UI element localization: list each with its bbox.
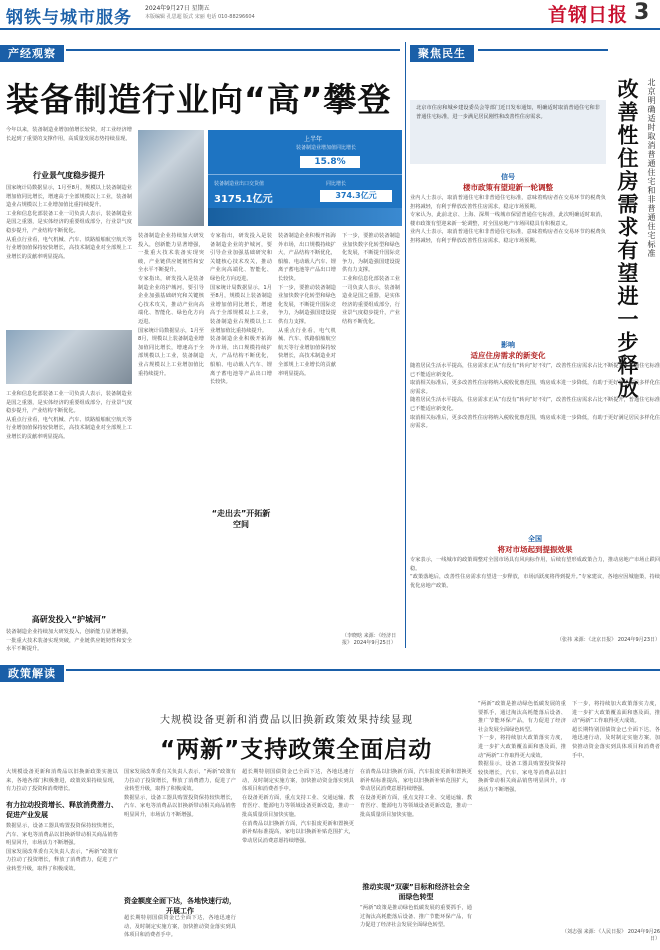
subhead-rnd: 高研发投入“护城河” [31, 615, 107, 624]
article-lead: 今年以来，装备制造业增加值增长较快，对工业经济增长起到了重要的支撑作用，高质量发展态势持续显现。 [6, 127, 132, 142]
factory-photo [6, 330, 132, 384]
column-tag-rule [66, 49, 400, 51]
article-para: 装备制造企业积极开拓海外市场，出口规模持续扩大，产品结构不断优化，船舶、电动载人汽车、锂离子蓄电池等产品出口增长较快。 下一步，要推动装备制造业加快数字化转型和绿色化发展，不断提升国际竞争力，为制造强国建设提供有力支撑。 从重点行业看，电气机械、汽车、铁路船舶航空航天等行业增加值保持较快增长，高技术制造业对全部规上工业增长的贡献率明显提高。 [278, 233, 336, 377]
column-divider [405, 42, 406, 648]
column-tag-policy [0, 662, 64, 681]
byline: （刘志强 来源：《人民日报》 2024年9月26日） [562, 929, 660, 942]
column-tag-rule [478, 49, 608, 51]
vertical-subhead: 北京明确适时取消普通住宅和非普通住宅标准 [647, 78, 656, 258]
infographic-caption: 同比增长 [326, 181, 347, 187]
masthead [0, 0, 660, 26]
article-para: 国家统计局数据显示，1月至8月，规模以上装备制造业增加值同比增长，增速高于全部规模以上工业，装备制造业占规模以上工业增加值比重持续提升。 工业和信息化部装备工业一司负责人表示，装备制造业是国之重器，是实体经济的重要组成部分，行业景气度稳步提升，产业结构不断优化。 从重点行业看，电气机械、汽车、铁路船舶航空航天等行业增加值保持较快增长，高技术制造业对全部规上工业增长的贡献率明显提高。 [6, 185, 132, 260]
article-para: 业内人士表示，取消普通住宅和非普通住宅标准，意味着购房者在交易环节的税费负担将减轻，有利于释放改善性住房需求，稳定市场预期。 专家认为，此前北京、上海、深圳一线城市保留普通住宅标准，此次明确适时取消，楼市政策有望迎来新一轮调整，对全国房地产市场回稳具有积极意义。 业内人士表示，取消普通住宅和非普通住宅标准，意味着购房者在交易环节的税费负担将减轻，有利于释放改善性住房需求，稳定市场预期。 [410, 195, 606, 244]
column-tag-label: 产经观察 [0, 45, 64, 62]
article-para: 超长期特别国债资金已全面下达，各地迅速行动，及时制定实施方案，加快推动资金落实到具体项目和消费者手中。 [124, 915, 236, 939]
machinery-photo [138, 130, 204, 226]
subhead-policy: 楼市政策有望迎新一轮调整 [463, 183, 553, 192]
article-para: 专家指出，研发投入是装备制造企业的护城河，要引导企业加强基础研究和关键核心技术攻关，推动产业向高端化、智能化、绿色化方向迈进。 国家统计局数据显示，1月至8月，规模以上装备制造业增加值同比增长，增速高于全部规模以上工业，装备制造业占规模以上工业增加值比重持续提升。 装备制造企业积极开拓海外市场，出口规模持续扩大，产品结构不断优化，船舶、电动载人汽车、锂离子蓄电池等产品出口增长较快。 [210, 233, 272, 386]
article-lead: 北京市住房和城乡建设委员会等部门近日发布通知，明确适时取消普通住宅和非普通住宅标准，进一步满足居民刚性和改善性住房需求。 [416, 105, 600, 120]
issue-date: 2024年9月27日 星期五 [145, 5, 210, 12]
column-tag-rule [66, 669, 660, 671]
article-para: 在消费品以旧换新方面，汽车报废更新和置换更新补贴标准提高，家电以旧换新补贴范围扩大，带动居民消费意愿持续增强。 在设备更新方面，重点支持工业、交通运输、教育医疗、能源电力等领域设备更新改造，推动一批高质量项目加快实施。 [360, 769, 472, 818]
article-para: 装备制造企业持续加大研发投入，创新能力显著增强，一批重大技术装备实现突破，产业链供应链韧性和安全水平不断提升。 [6, 629, 132, 653]
infographic-label: 上半年 [304, 136, 323, 143]
infographic-caption: 装备制造业出口交货值 [214, 181, 265, 187]
paper-logo: 首钢日报 [548, 4, 629, 26]
article-para: 超长期特别国债资金已全面下达，各地迅速行动，及时制定实施方案，加快推动资金落实到具体项目和消费者手中。 在设备更新方面，重点支持工业、交通运输、教育医疗、能源电力等领域设备更新改造，推动一批高质量项目加快实施。 在消费品以旧换新方面，汽车报废更新和置换更新补贴标准提高，家电以旧换新补贴范围扩大，带动居民消费意愿持续增强。 [242, 769, 354, 844]
kicker-signal: 信号 [501, 173, 515, 181]
infographic-value: 3175.1亿元 [214, 194, 273, 205]
column-tag-industry [0, 42, 64, 61]
masthead-rule [0, 28, 660, 30]
infographic-rule [208, 174, 402, 175]
article-para: “两新”政策是推动绿色低碳发展的重要抓手，通过淘汰高耗能落后设备、推广节能环保产品，有力促进了经济社会发展全面绿色转型。 下一步，将持续加大政策落实力度，进一步扩大政策覆盖面和惠及面，推动“两新”工作取得更大成效。 数据显示，设备工器具购置投资保持较快增长，汽车、家电等消费品以旧换新带动相关商品销售明显回升，市场活力不断增强。 [478, 701, 566, 793]
infographic-footer [208, 208, 402, 226]
editor-info: 本版编辑 孔思超 版式 宋丽 电话 010-88296604 [145, 14, 255, 20]
column-tag-label: 政策解读 [0, 665, 64, 682]
column-tag-livelihood [410, 42, 474, 61]
kicker-impact: 影响 [501, 341, 515, 349]
page-number: 3 [634, 0, 650, 25]
article-para: 国家发展改革委有关负责人表示，“两新”政策有力拉动了投资增长，释放了消费潜力，促进了产业转型升级，取得了积极成效。 数据显示，设备工器具购置投资保持较快增长，汽车、家电等消费品以旧换新带动相关商品销售明显回升，市场活力不断增强。 [124, 769, 236, 818]
article-para: “两新”政策是推动绿色低碳发展的重要抓手，通过淘汰高耗能落后设备、推广节能环保产品，有力促进了经济社会发展全面绿色转型。 [360, 905, 472, 929]
article-para: 工业和信息化部装备工业一司负责人表示，装备制造业是国之重器，是实体经济的重要组成部分，行业景气度稳步提升，产业结构不断优化。 从重点行业看，电气机械、汽车、铁路船舶航空航天等行业增加值保持较快增长，高技术制造业对全部规上工业增长的贡献率明显提高。 [6, 391, 132, 440]
subhead-investment: 有力拉动投资增长、释放消费潜力、促进产业发展 [6, 801, 118, 819]
subhead-demand: 适应住房需求的新变化 [470, 351, 546, 360]
subhead-overseas: “走出去”开拓新空间 [211, 509, 271, 529]
headline-equipment: 装备制造行业向“高”攀登 [6, 80, 392, 119]
headline-two-new: “两新”支持政策全面启动 [160, 737, 433, 763]
kicker-national: 全国 [528, 535, 542, 543]
subhead-carbon: 推动实现“双碳”目标和经济社会全面绿色转型 [362, 883, 470, 901]
article-para: 数据显示，设备工器具购置投资保持较快增长，汽车、家电等消费品以旧换新带动相关商品销售明显回升，市场活力不断增强。 国家发展改革委有关负责人表示，“两新”政策有力拉动了投资增长，释放了消费潜力，促进了产业转型升级，取得了积极成效。 [6, 823, 118, 872]
byline: （张祎 来源：《北京日报》 2024年9月23日） [557, 637, 660, 643]
article-para: 下一步，将持续加大政策落实力度，进一步扩大政策覆盖面和惠及面，推动“两新”工作取得更大成效。 超长期特别国债资金已全面下达，各地迅速行动，及时制定实施方案，加快推动资金落实到具体项目和消费者手中。 [572, 701, 660, 759]
section-name: 钢铁与城市服务 [6, 8, 132, 28]
article-lead: 大规模设备更新和消费品以旧换新政策实施以来，各地各部门积极推进，政策效果持续显现，有力拉动了投资和消费增长。 [6, 769, 118, 793]
kicker-two-new: 大规模设备更新和消费品以旧换新政策效果持续显现 [160, 715, 413, 726]
vertical-headline: 改善性住房需求有望进一步释放 [615, 78, 639, 400]
article-para: 下一步，要推动装备制造业加快数字化转型和绿色化发展，不断提升国际竞争力，为制造强国建设提供有力支撑。 工业和信息化部装备工业一司负责人表示，装备制造业是国之重器，是实体经济的重要组成部分，行业景气度稳步提升，产业结构不断优化。 [342, 233, 400, 325]
article-para: 专家表示，一线城市的政策调整对全国市场具有风向标作用，后续有望形成政策合力，推动房地产市场止跌回稳。 “政策落地后，改善性住房需求有望进一步释放，市场活跃度将得到提升。”专家建议，各地应因城施策，持续优化房地产政策。 [410, 557, 660, 589]
infographic [208, 130, 402, 226]
subhead-prosperity: 行业景气度稳步提升 [33, 171, 105, 180]
byline: （李晓晗 来源：《经济日报》 2024年9月25日） [342, 633, 397, 646]
infographic-value: 15.8% [300, 156, 360, 168]
article-para: 随着居民生活水平提高，住房需求正从“有没有”转向“好不好”，改善性住房需求占比不断提升，普通住宅标准已不能适应新变化。 取消相关标准后，更多改善性住房将纳入税收优惠范围，购房成本进一步降低，有助于更好满足居民多样化住房需求。 随着居民生活水平提高，住房需求正从“有没有”转向“好不好”，改善性住房需求占比不断提升，普通住宅标准已不能适应新变化。 取消相关标准后，更多改善性住房将纳入税收优惠范围，购房成本进一步降低，有助于更好满足居民多样化住房需求。 [410, 363, 660, 430]
subhead-market: 将对市场起到提振效果 [497, 545, 573, 554]
infographic-value: 374.3亿元 [320, 190, 392, 202]
article-para: 装备制造企业持续加大研发投入，创新能力显著增强，一批重大技术装备实现突破，产业链供应链韧性和安全水平不断提升。 专家指出，研发投入是装备制造企业的护城河，要引导企业加强基础研究和关键核心技术攻关，推动产业向高端化、智能化、绿色化方向迈进。 国家统计局数据显示，1月至8月，规模以上装备制造业增加值同比增长，增速高于全部规模以上工业，装备制造业占规模以上工业增加值比重持续提升。 [138, 233, 204, 377]
infographic-label: 装备制造业增加值同比增长 [296, 145, 357, 151]
subhead-funds: 资金额度全面下达，各地快速行动，开展工作 [124, 897, 236, 915]
column-tag-label: 聚焦民生 [410, 45, 474, 62]
